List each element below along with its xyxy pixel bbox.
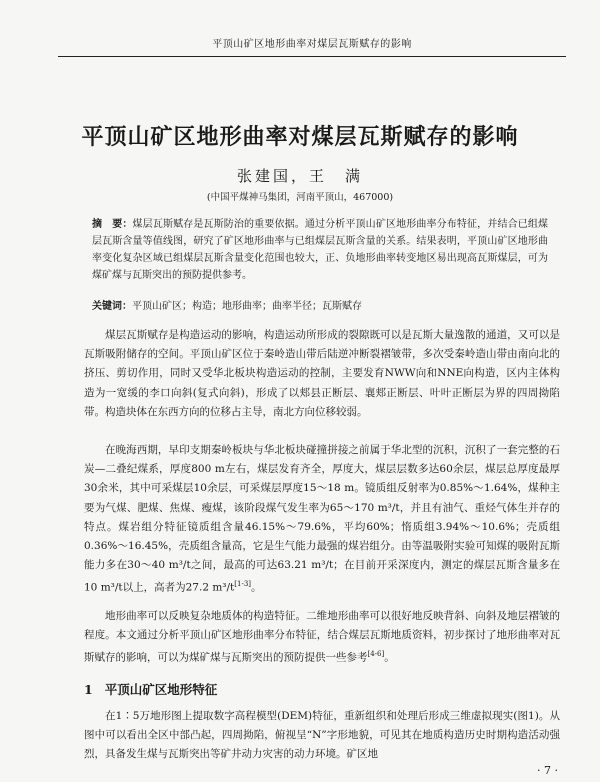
body-paragraph-3-end: 。 bbox=[384, 651, 395, 664]
abstract bbox=[92, 216, 548, 284]
body-paragraph-2-end: 。 bbox=[251, 581, 262, 594]
body-paragraph-3 bbox=[84, 607, 560, 668]
body-paragraph-4: 在1∶5万地形图上提取数字高程模型(DEM)特征，重新组织和处理后形成三维虚拟现实(图1)。从图中可以看出全区中部凸起，四周拗陷，俯视呈“N”字形地貌，可见其在地质构造历史时期构造活动强烈，具备发生煤与瓦斯突出等矿井动力灾害的动力环境。矿区地 bbox=[84, 710, 560, 761]
article-authors: 张建国，王 满 bbox=[236, 167, 363, 185]
abstract-text: 煤层瓦斯赋存是瓦斯防治的重要依据。通过分析平顶山矿区地形曲率分布特征，并结合已组煤层瓦斯含量等值线图，研究了矿区地形曲率与已组煤层瓦斯含量的关系。结果表明，平顶山矿区地形曲率变化复杂区域已组煤层瓦斯含量变化范围也较大，正、负地形曲率转变地区易出现高瓦斯煤层，可为煤矿煤与瓦斯突出的预防提供参考。 bbox=[92, 219, 549, 281]
body-paragraph-3-text: 地形曲率可以反映复杂地质体的构造特征。二维地形曲率可以很好地反映背斜、向斜及地层褶皱的程度。本文通过分析平顶山矿区地形曲率分布特征，结合煤层瓦斯地质资料，初步探讨了地形曲率对瓦斯赋存的影响，可以为煤矿煤与瓦斯突出的预防提供一些参考 bbox=[84, 610, 560, 664]
article-title: 平顶山矿区地形曲率对煤层瓦斯赋存的影响 bbox=[81, 124, 519, 150]
running-header bbox=[58, 36, 566, 57]
keywords-label: 关键词： bbox=[92, 301, 132, 312]
body-paragraph-1: 煤层瓦斯赋存是构造运动的影响，构造运动所形成的裂隙既可以是瓦斯大量逸散的通道，又可以是瓦斯吸附储存的空间。平顶山矿区位于秦岭造山带后陆逆冲断裂褶皱带，多次受秦岭造山带由南向北的挤压、剪切作用，同时又受华北板块构造运动的控制，主要发育NWW向和NNE向构造，区内主体构造为一宽缓的李口向斜(复式向斜)，形成了以郏县正断层、襄郏正断层、叶叶正断层为界的四周拗陷带。构造块体在东西方向的位移占主导，南北方向位移较弱。 bbox=[84, 329, 560, 418]
keywords-text: 平顶山矿区；构造；地形曲率；曲率半径；瓦斯赋存 bbox=[132, 301, 362, 312]
citation-4-6: [4-6] bbox=[367, 650, 385, 659]
section-number: 1 bbox=[84, 682, 93, 697]
section-title: 平顶山矿区地形特征 bbox=[104, 682, 218, 697]
abstract-label: 摘 要： bbox=[92, 219, 133, 230]
body-paragraph-2-text: 在晚海西期，早印支期秦岭板块与华北板块碰撞拼接之前属于华北型的沉积，沉积了一套完整的石炭—二叠纪煤系，厚度800 m左右，煤层发育齐全，厚度大，煤层层数多达60余层，煤层总厚度最厚30余米，其中可采煤层10余层，可采煤层厚度15～18 m。镜质组反射率为0.85%～1.64%，煤种主要为气煤、肥煤、焦煤、瘦煤，该阶段煤气发生率为65～170 m³/t，并且有油气、重烃气体生并存的特点。煤岩组分特征镜质组含量46.15%～79.6%，平均60%；惰质组3.94%～10.6%；壳质组0.36%～16.45%，壳质组含量高，它是生气能力最强的煤岩组分。由等温吸附实验可知煤的吸附瓦斯能力多在30～40 m³/t之间，最高的可达63.21 m³/t；在目前开采深度内，测定的煤层瓦斯含量多在10 m³/t以上，高者为27.2 m³/t bbox=[84, 444, 560, 594]
author-affiliation: (中国平煤神马集团，河南平顶山，467000) bbox=[206, 192, 394, 203]
keywords bbox=[92, 299, 548, 315]
citation-1-3: [1-3] bbox=[234, 580, 251, 589]
section-heading-1 bbox=[84, 680, 229, 698]
body-paragraph-2 bbox=[84, 441, 560, 598]
running-header-text: 平顶山矿区地形曲率对煤层瓦斯赋存的影响 bbox=[212, 39, 412, 50]
page-number: · 7 · bbox=[537, 764, 558, 777]
